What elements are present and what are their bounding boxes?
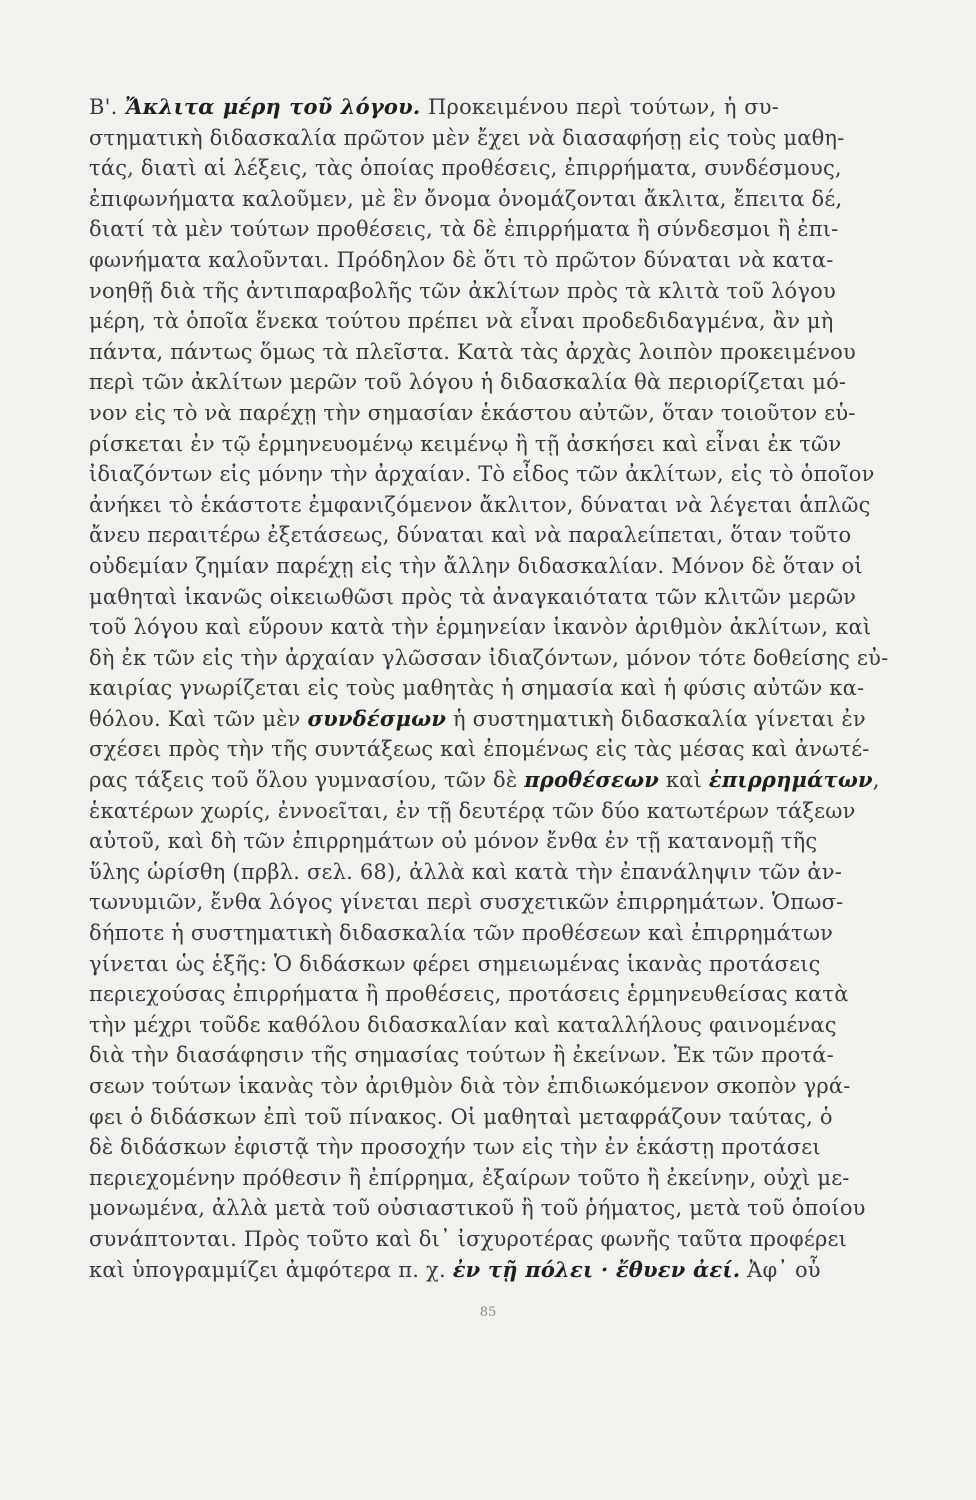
text-line-3: τάς, διατὶ αἱ λέξεις, τὰς ὁποίας προθέσεις, ἐπιρρήματα, συνδέσμους, <box>89 156 842 181</box>
text-line-38: συνάπτονται. Πρὸς τοῦτο καὶ δι᾽ ἰσχυροτέρας φωνῆς ταῦτα προφέρει <box>89 1226 848 1251</box>
text-line-18: τοῦ λόγου καὶ εὕρουν κατὰ τὴν ἑρμηνείαν ἱκανὸν ἀριθμὸν ἀκλίτων, καὶ <box>89 615 872 640</box>
text-line-2: στηματικὴ διδασκαλία πρῶτον μὲν ἔχει νὰ διασαφήσῃ εἰς τοὺς μαθη- <box>89 125 845 150</box>
text-line-15: ἄνευ περαιτέρω ἐξετάσεως, δύναται καὶ νὰ παραλείπεται, ὅταν τοῦτο <box>89 523 852 548</box>
text-line-39: καὶ ὑπογραμμίζει ἀμφότερα π. χ. ἐν τῇ πόλει · ἔθυεν ἀεί. Ἀφ᾽ οὗ <box>89 1256 821 1282</box>
text-line-31: τὴν μέχρι τοῦδε καθόλου διδασκαλίαν καὶ καταλλήλους φαινομένας <box>89 1012 837 1037</box>
text-line-12: ρίσκεται ἐν τῷ ἑρμηνευομένῳ κειμένῳ ἢ τῇ ἀσκήσει καὶ εἶναι ἐκ τῶν <box>89 431 842 456</box>
text-line-33: σεων τούτων ἱκανὰς τὸν ἀριθμὸν διὰ τὸν ἐπιδιωκόμενον σκοπὸν γρά- <box>89 1074 851 1098</box>
example-phrase: ἐν τῇ πόλει · ἔθυεν ἀεί. <box>452 1256 741 1282</box>
text-line-9: πάντα, πάντως ὅμως τὰ πλεῖστα. Κατὰ τὰς ἀρχὰς λοιπὸν προκειμένου <box>89 339 856 364</box>
text-line-13: ἰδιαζόντων εἰς μόνην τὴν ἀρχαίαν. Τὸ εἶδος τῶν ἀκλίτων, εἰς τὸ ὁποῖον <box>89 462 875 487</box>
text-line-14: ἀνήκει τὸ ἑκάστοτε ἐμφανιζόμενον ἄκλιτον, δύναται νὰ λέγεται ἁπλῶς <box>89 492 871 517</box>
text-line-5: διατί τὰ μὲν τούτων προθέσεις, τὰ δὲ ἐπιρρήματα ἢ σύνδεσμοι ἢ ἐπι- <box>89 217 839 242</box>
text-line-32: διὰ τὴν διασάφησιν τῆς σημασίας τούτων ἢ ἐκείνων. Ἐκ τῶν προτά- <box>89 1043 834 1068</box>
section-label: Β'. <box>89 95 118 119</box>
text-line-1: Β'. Ἄκλιτα μέρη τοῦ λόγου. Προκειμένου περὶ τούτων, ἡ συ- <box>89 94 779 119</box>
text-line-4: ἐπιφωνήματα καλοῦμεν, μὲ ἓν ὄνομα ὀνομάζονται ἄκλιτα, ἔπειτα δέ, <box>89 186 843 211</box>
term-epirrimaton: ἐπιρρημάτων <box>708 767 873 793</box>
text-line-24: ἑκατέρων χωρίς, ἐννοεῖται, ἐν τῇ δευτέρᾳ τῶν δύο κατωτέρων τάξεων <box>89 798 856 823</box>
text-line-21: θόλου. Καὶ τῶν μὲν συνδέσμων ἡ συστηματικὴ διδασκαλία γίνεται ἐν <box>89 705 866 731</box>
text-line-30: περιεχούσας ἐπιρρήματα ἢ προθέσεις, προτάσεις ἑρμηνευθείσας κατὰ <box>89 982 849 1007</box>
term-syndesmon: συνδέσμων <box>307 705 447 731</box>
text-line-11: νον εἰς τὸ νὰ παρέχῃ τὴν σημασίαν ἑκάστου αὐτῶν, ὅταν τοιοῦτον εὑ- <box>89 400 856 425</box>
text-line-35: δὲ διδάσκων ἐφιστᾷ τὴν προσοχήν των εἰς τὴν ἐν ἑκάστῃ προτάσει <box>89 1135 821 1160</box>
text-line-17: μαθηταὶ ἱκανῶς οἰκειωθῶσι πρὸς τὰ ἀναγκαιότατα τῶν κλιτῶν μερῶν <box>89 584 857 609</box>
text-line-37: μονωμένα, ἀλλὰ μετὰ τοῦ οὐσιαστικοῦ ἢ τοῦ ῥήματος, μετὰ τοῦ ὁποίου <box>89 1196 866 1221</box>
text-line-19: δὴ ἐκ τῶν εἰς τὴν ἀρχαίαν γλῶσσαν ἰδιαζόντων, μόνον τότε δοθείσης εὐ- <box>89 645 889 670</box>
text-line-8: μέρη, τὰ ὁποῖα ἕνεκα τούτου πρέπει νὰ εἶναι προδεδιδαγμένα, ἂν μὴ <box>89 309 834 334</box>
text-line-34: φει ὁ διδάσκων ἐπὶ τοῦ πίνακος. Οἱ μαθηταὶ μεταφράζουν ταύτας, ὁ <box>89 1104 833 1129</box>
text-line-29: γίνεται ὡς ἑξῆς: Ὁ διδάσκων φέρει σημειωμένας ἱκανὰς προτάσεις <box>89 951 821 976</box>
text-line-10: περὶ τῶν ἀκλίτων μερῶν τοῦ λόγου ἡ διδασκαλία θὰ περιορίζεται μό- <box>89 370 847 395</box>
section-title: Ἄκλιτα μέρη τοῦ λόγου. <box>125 94 421 119</box>
text-line-6: φωνήματα καλοῦνται. Πρόδηλον δὲ ὅτι τὸ πρῶτον δύναται νὰ κατα- <box>89 247 834 272</box>
text-line-36: περιεχομένην πρόθεσιν ἢ ἐπίρρημα, ἐξαίρων τοῦτο ἢ ἐκείνην, οὐχὶ με- <box>89 1165 850 1190</box>
text-line-25: αὐτοῦ, καὶ δὴ τῶν ἐπιρρημάτων οὐ μόνον ἔνθα ἐν τῇ κατανομῇ τῆς <box>89 829 818 854</box>
body-text <box>89 92 889 1285</box>
text-line-22: σχέσει πρὸς τὴν τῆς συντάξεως καὶ ἐπομένως εἰς τὰς μέσας καὶ ἀνωτέ- <box>89 737 870 762</box>
text-line-16: οὐδεμίαν ζημίαν παρέχῃ εἰς τὴν ἄλλην διδασκαλίαν. Μόνον δὲ ὅταν οἱ <box>89 553 863 578</box>
text-line-27: τωνυμιῶν, ἔνθα λόγος γίνεται περὶ συσχετικῶν ἐπιρρημάτων. Ὁπωσ- <box>89 890 844 915</box>
page-number: 85 <box>479 1305 497 1320</box>
text-line-26: ὕλης ὡρίσθη (πρβλ. σελ. 68), ἀλλὰ καὶ κατὰ τὴν ἐπανάληψιν τῶν ἀν- <box>89 859 843 884</box>
text-line-20: καιρίας γνωρίζεται εἰς τοὺς μαθητὰς ἡ σημασία καὶ ἡ φύσις αὐτῶν κα- <box>89 676 865 701</box>
text-line-7: νοηθῇ διὰ τῆς ἀντιπαραβολῆς τῶν ἀκλίτων πρὸς τὰ κλιτὰ τοῦ λόγου <box>89 278 836 303</box>
text-line-23: ρας τάξεις τοῦ ὅλου γυμνασίου, τῶν δὲ προθέσεων καὶ ἐπιρρημάτων, <box>89 767 880 793</box>
text-line-28: δήποτε ἡ συστηματικὴ διδασκαλία τῶν προθέσεων καὶ ἐπιρρημάτων <box>89 921 834 946</box>
term-protheseon: προθέσεων <box>524 767 659 793</box>
